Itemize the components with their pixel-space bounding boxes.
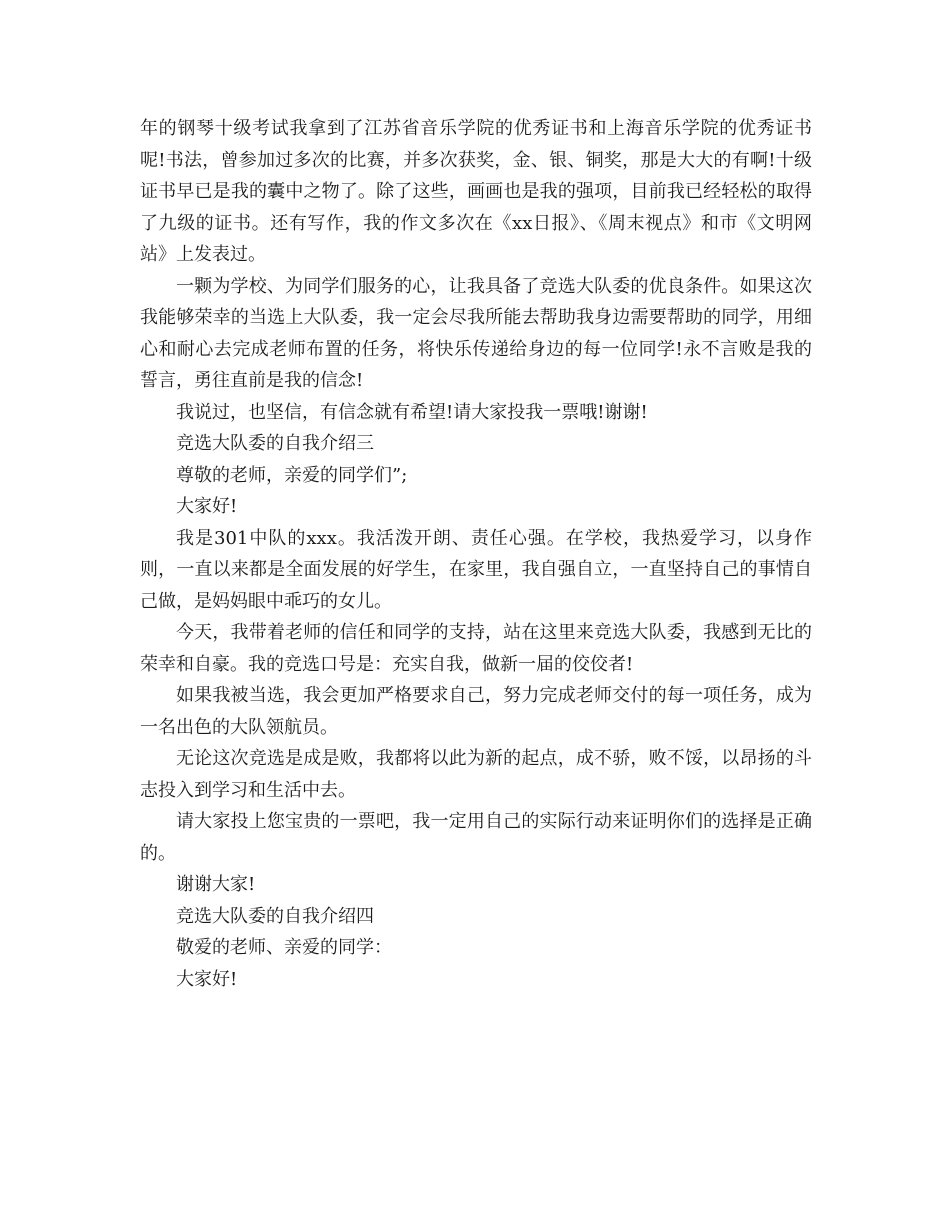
paragraph-2: 一颗为学校、为同学们服务的心，让我具备了竞选大队委的优良条件。如果这次我能够荣幸的当选上大队委，我一定会尽我所能去帮助我身边需要帮助的同学，用细心和耐心去完成老师布置的任务，将快乐传递给身边的每一位同学!永不言败是我的誓言，勇往直前是我的信念! [140, 275, 812, 391]
section-heading-3: 竞选大队委的自我介绍三 [176, 433, 374, 454]
paragraph-1: 年的钢琴十级考试我拿到了江苏省音乐学院的优秀证书和上海音乐学院的优秀证书呢!书法，曾参加过多次的比赛，并多次获奖，金、银、铜奖，那是大大的有啊!十级证书早已是我的囊中之物了。除了这些，画画也是我的强项，目前我已经轻松的取得了九级的证书。还有写作，我的作文多次在《xx日报》、《周末视点》和市《文明网站》上发表过。 [140, 118, 812, 265]
salutation-2: 敬爱的老师、亲爱的同学： [176, 937, 392, 958]
paragraph-11: 请大家投上您宝贵的一票吧，我一定用自己的实际行动来证明你们的选择是正确的。 [140, 811, 812, 864]
paragraph-10: 无论这次竞选是成是败，我都将以此为新的起点，成不骄，败不馁，以昂扬的斗志投入到学习和生活中去。 [140, 748, 812, 801]
document-body [140, 113, 812, 995]
greeting-2: 大家好! [176, 968, 238, 990]
paragraph-9: 如果我被当选，我会更加严格要求自己，努力完成老师交付的每一项任务，成为一名出色的大队领航员。 [140, 685, 812, 738]
paragraph-8: 今天，我带着老师的信任和同学的支持，站在这里来竞选大队委，我感到无比的荣幸和自豪。我的竞选口号是：充实自我，做新一届的佼佼者! [140, 622, 812, 675]
salutation: 尊敬的老师，亲爱的同学们”; [176, 464, 408, 486]
section-heading-4: 竞选大队委的自我介绍四 [176, 905, 374, 927]
paragraph-3: 我说过，也坚信，有信念就有希望!请大家投我一票哦!谢谢! [176, 401, 648, 423]
greeting: 大家好! [176, 496, 238, 517]
closing-thanks: 谢谢大家! [176, 874, 256, 895]
paragraph-7: 我是301中队的xxx。我活泼开朗、责任心强。在学校，我热爱学习，以身作则，一直以来都是全面发展的好学生，在家里，我自强自立，一直坚持自己的事情自己做，是妈妈眼中乖巧的女儿。 [140, 527, 812, 612]
